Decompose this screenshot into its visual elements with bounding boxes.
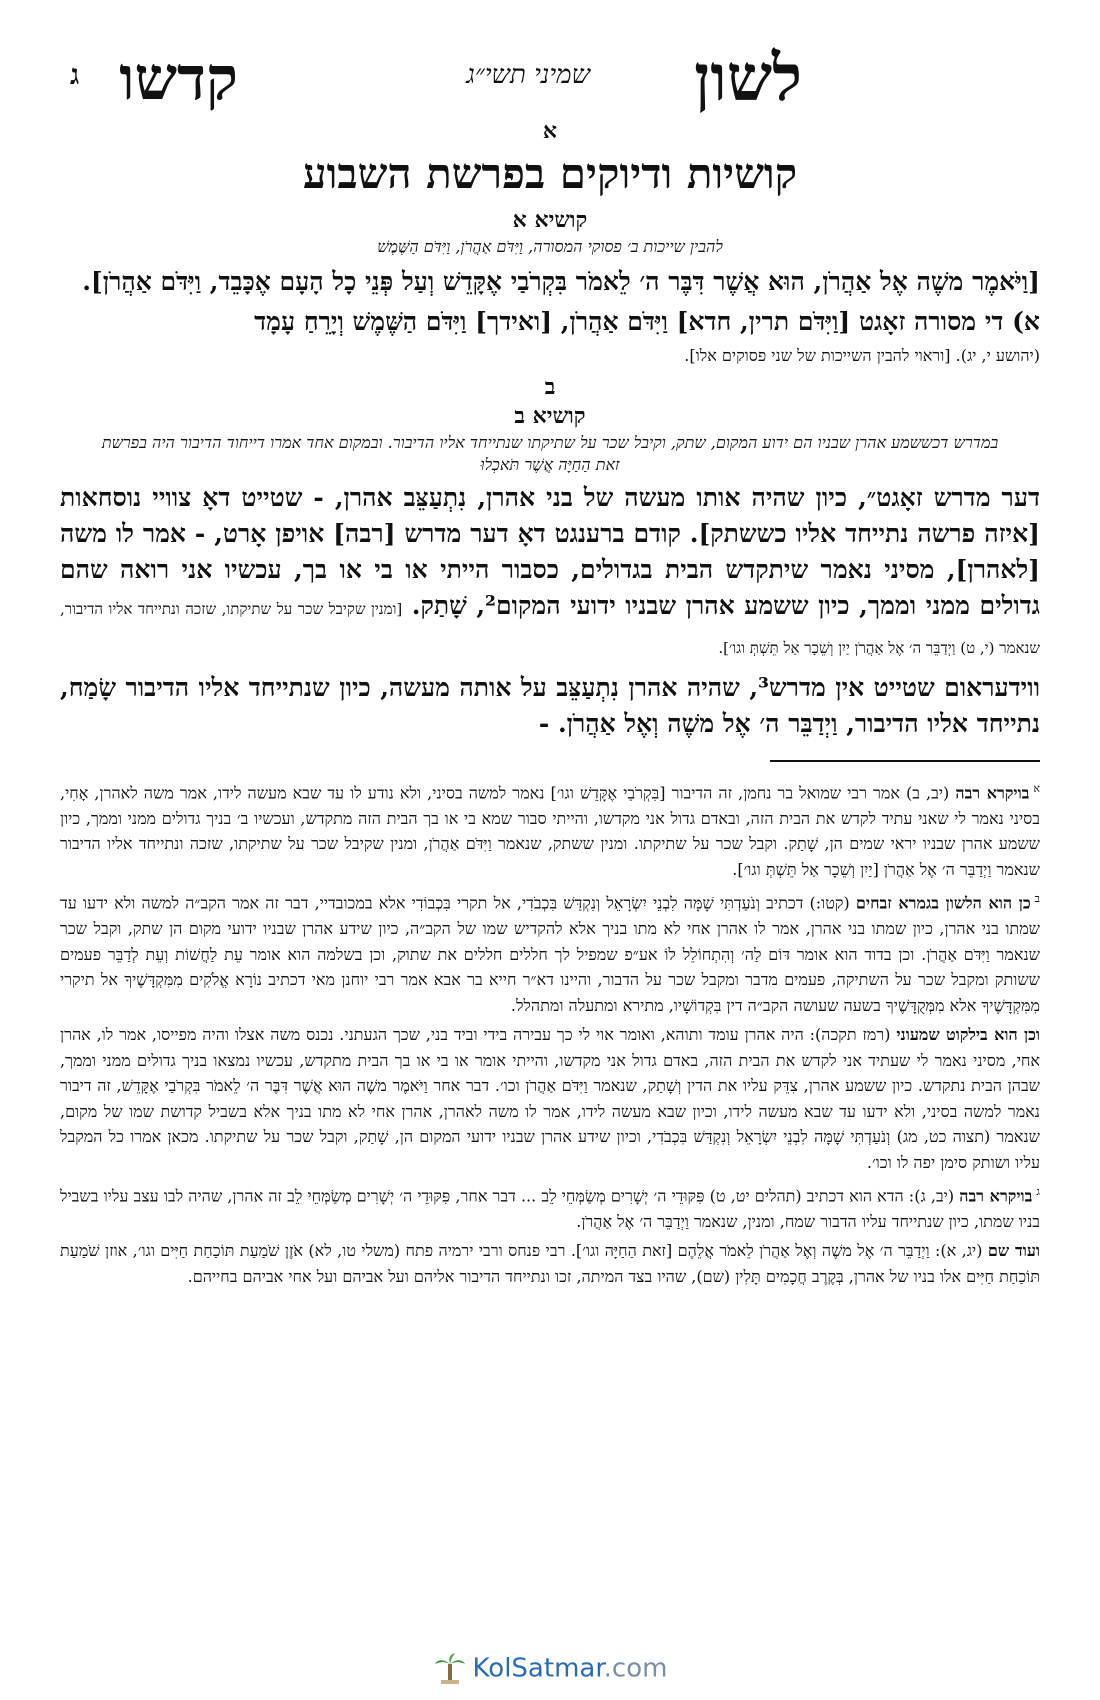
footnote-text: (קטו:) דכתיב וְנֹעַדְתִּי שָׁמָּה לִבְנֵי יִשְׂרָאֵל וְנִקְדַּשׁ בִּכְבֹדִי, אל תקרי בִּכְבוֹדִי אלא במכובדיי, דבר זה אמר הקב״ה למשה ולא ידעו עד שמתו בני אהרן, כיון שמתו בני אהרן, אמר לו אהרן אחי לא מתו בניך אלא להקדיש שמו של הקב״ה, כיון שידע אהרן שבניו ידועי מקום הן שתק, וקבל שכר שנאמר וַיִּדֹּם אַהֲרֹן. וכן בדוד הוא אומר דּוֹם לַה׳ וְהִתְחוֹלֵל לוֹ אע״פ שמפיל לך חללים חללים את שתוק, וכן בשלמה הוא אומר עֵת לַחֲשׁוֹת וְעֵת לְדַבֵּר פעמים ששותק ומקבל שכר על השתיקה, פעמים מדבר ומקבל שכר על הדבור, והיינו דא״ר חייא בר אבא אמר רבי יוחנן מאי דכתיב נוֹרָא אֱלֹקִים מִמִּקְדָּשֶׁיךָ אל תיקרי מִמִּקְדָּשֶׁיךָ אלא מִמְּקֻדָּשֶׁיךָ בשעה שעושה הקב״ה דין בִּקְדוֹשָׁיו, מתירא ומתעלה ומתהלל. <box>60 893 1040 1015</box>
section-letter-b: ב <box>544 374 556 400</box>
paragraph-1-end: (יהושע י, יג). [וראוי להבין השייכות של שני פסוקים אלו]. <box>684 346 1040 365</box>
paragraph-2-text: דער מדרש זאָגט״, כיון שהיה אותו מעשה של בני אהרן, נִתְעַצֵּב אהרן, - שטייט דאָ צוויי נוסחאות [איזה פרשה נתייחד אליו כששתק]. קודם ברענגט דאָ דער מדרש [רבה] אויפן אָרט, - אמר לו משה [לאהרן], מסיני נאמר שיתקדש הבית בגדולים, כסבור הייתי או בי או בך, עכשיו אני רואה שהם גדולים ממני וממך, כיון ששמע אהרן שבניו ידועי המקום², שָׁתַק. <box>60 483 1040 620</box>
footnote-lead: וכן הוא בילקוט שמעוני <box>896 1025 1040 1045</box>
logo-brand: KolSatmar <box>472 1653 604 1684</box>
footnote <box>60 1179 1040 1234</box>
palm-tree-icon <box>433 1652 467 1686</box>
footnote-lead: בויקרא רבה <box>959 1186 1033 1206</box>
footnote <box>60 1238 1040 1289</box>
paragraph-1: א) די מסורה זאָגט [וַיִּדֹּם תרין, חדא] וַיִּדֹּם אַהֲרֹן, [ואידך] וַיִּדֹּם הַשֶּׁמֶשׁ וְיָרֵחַ עָמָד <box>254 307 1040 336</box>
question-1-title: קושיא א <box>512 207 588 233</box>
footnote-text: (יב, ב) אמר רבי שמואל בר נחמן, זה הדיבור [בִּקְרֹבַי אֶקָּדֵשׁ וגו׳] נאמר למשה בסיני, ולא נודע לו עד שבא מעשה לידו, אמר משה לאהרן, אָחִי, בסיני נאמר לי שאני עתיד לקדש את הבית הזה, ובאדם גדול אני מקדשו, והייתי סבור שמא בי או בך הבית הזה מתקדש, ועכשיו ב׳ בניך גדולים ממני וממך, כיון ששמע אהרן שבניו יראי שמים הן, שָׁתַק. וקבל שכר על שתיקתו. ומנין ששתק, שנאמר וַיִּדֹּם אַהֲרֹן, ומנין שקיבל שכר על שתיקתו, שזכה ונתייחד אליו הדיבור שנאמר וַיְדַבֵּר ה׳ אֶל אַהֲרֹן [יַיִן וְשֵׁכָר אַל תֵּשְׁתְּ וגו׳]. <box>60 783 1040 879</box>
question-1-subtitle: להבין שייכות ב׳ פסוקי המסורה, וַיִּדֹּם אַהֲרֹן, וַיִּדֹּם הַשֶּׁמֶשׁ <box>377 237 723 256</box>
footnote-mark: א <box>1033 782 1041 795</box>
logo-tld: .com <box>603 1653 668 1684</box>
footnote <box>60 776 1040 882</box>
footnote-mark: ג <box>1036 1185 1041 1199</box>
section-letter-a: א <box>542 118 558 144</box>
page-header <box>60 40 1040 118</box>
footnote-lead: כן הוא הלשון בגמרא זבחים <box>855 893 1031 913</box>
paragraph-3: ווידעראום שטייט אין מדרש³, שהיה אהרן נִתְעַצֵּב על אותה מעשה, כיון שנתייחד אליו הדיבור שָׂמַח, נתייחד אליו הדיבור, וַיְדַבֵּר ה׳ אֶל משֶׁה וְאֶל אַהֲרֹן. - <box>60 673 1040 738</box>
paragraph-2 <box>60 480 1040 666</box>
footnotes <box>60 776 1040 1289</box>
main-title: קושיות ודיוקים בפרשת השבוע <box>302 149 798 198</box>
footnote-text: (יג, א): וַיְדַבֵּר ה׳ אֶל משֶׁה וְאֶל אַהֲרֹן לֵאמֹר אֲלֵהֶם [זאת הַחַיָּה וגו׳]. רבי פנחס ורבי ירמיה פתח (משלי טו, לא) אֹזֶן שֹׁמַעַת תּוֹכַחַת חַיִּים וגו׳, אוזן שֹׁמַעַת תּוֹכַחַת חַיִּים אלו בניו של אהרן, בְּקֶרֶב חֲכָמִים תָּלִין (שם), שהיו בצד המיתה, זכו ונתייחד הדיבור אליהם ועל אביהם ועל אחי אביהם בחייהם. <box>60 1241 1040 1286</box>
paragraph-2-bracket: [ומנין שקיבל שכר על שתיקתו, שזכה ונתייחד אליו הדיבור, שנאמר (י, ט) וַיְדַבֵּר ה׳ אֶל אַהֲרֹן יַיִן וְשֵׁכָר אַל תֵּשְׁתְּ וגו׳]. <box>60 600 1040 657</box>
footnote <box>60 886 1040 1018</box>
header-parsha: שמיני תשי״ג <box>466 60 590 90</box>
header-page-letter: ג <box>70 58 80 91</box>
footnote-mark: ב <box>1034 892 1040 906</box>
footnote-text: (יב, ג): הדא הוא דכתיב (תהלים יט, ט) פִּקּוּדֵי ה׳ יְשָׁרִים מְשַׂמְּחֵי לֵב ... דבר אחר, פִּקּוּדֵי ה׳ יְשָׁרִים מְשַׂמְּחֵי לֵב זה אהרן, שהיה לבו עצב עליו בשביל בניו שמתו, כיון שנתייחד עליו הדבור שמח, ומנין, שנאמר וַיְדַבֵּר ה׳ אֶל אַהֲרֹן. <box>60 1186 1040 1231</box>
header-title-word-2: קדשו <box>119 44 238 114</box>
footnote-lead: ועוד שם <box>987 1241 1040 1261</box>
header-title-word-1: לשון <box>694 41 802 116</box>
verse-quote: [וַיֹּאמֶר משֶׁה אֶל אַהֲרֹן, הוּא אֲשֶׁר דִּבֶּר ה׳ לֵאמֹר בִּקְרֹבַי אֶקָּדֵשׁ וְעַל פְּנֵי כָל הָעָם אֶכָּבֵד, וַיִּדֹּם אַהֲרֹן]. <box>82 267 1040 296</box>
footnote-lead: בויקרא רבה <box>955 783 1030 803</box>
footnote-divider <box>770 760 1040 762</box>
footnote-text: (רמז תקכה): היה אהרן עומד ותוהא, ואומר אוי לי כך עבירה בידי וביד בני, שכך הגעתני. נכנס משה אצלו והיה מפייסו, אמר לו, אהרן אחי, מסיני נאמר לי שעתיד אני לקדש את הבית הזה, באדם גדול אני מקדשו, והייתי אומר או בי או בך הבית מתקדש, עכשיו נמצאו בניך גדולים ממני וממך, שבהן הבית נתקדש. כיון ששמע אהרן, צִדֵּק עליו את הדין וְשָׁתַק, שנאמר וַיִּדֹּם אַהֲרֹן וכו׳. דבר אחר וַיֹּאמֶר משֶׁה הוּא אֲשֶׁר דִּבֶּר ה׳ לֵאמֹר בִּקְרֹבַי אֶקָּדֵשׁ, זה דיבור נאמר למשה בסיני, ולא ידעו עד שבא מעשה לידו, וכיון שבא מעשה לידו, אמר לו משה לאהרן, אהרן אחי לא מתו בניך אלא בשביל קדושת שמו של מקום, שנאמר (תצוה כט, מג) וְנֹעַדְתִּי שָׁמָּה לִבְנֵי יִשְׂרָאֵל וְנִקְדַּשׁ בִּכְבֹדִי, וכיון שידע אהרן שבניו ידועי המקום הן, שָׁתַק, וקבל שכר על שתיקתו. מכאן אמרו כל המקבל עליו ושותק סימן יפה לו וכו׳. <box>60 1025 1041 1172</box>
question-2-title: קושיא ב <box>514 403 586 429</box>
kolsatmar-logo <box>0 1652 1100 1686</box>
footnote <box>60 1022 1040 1175</box>
question-2-subtitle: במדרש דכששמע אהרן שבניו הם ידוע המקום, שתק, וקיבל שכר על שתיקתו שנתייחד אליו הדיבור. ובמקום אחד אמרו דייחוד הדיבור היה בפרשת זאת הַחַיָּה אֲשֶׁר תֹּאכְלוּ <box>101 433 999 474</box>
